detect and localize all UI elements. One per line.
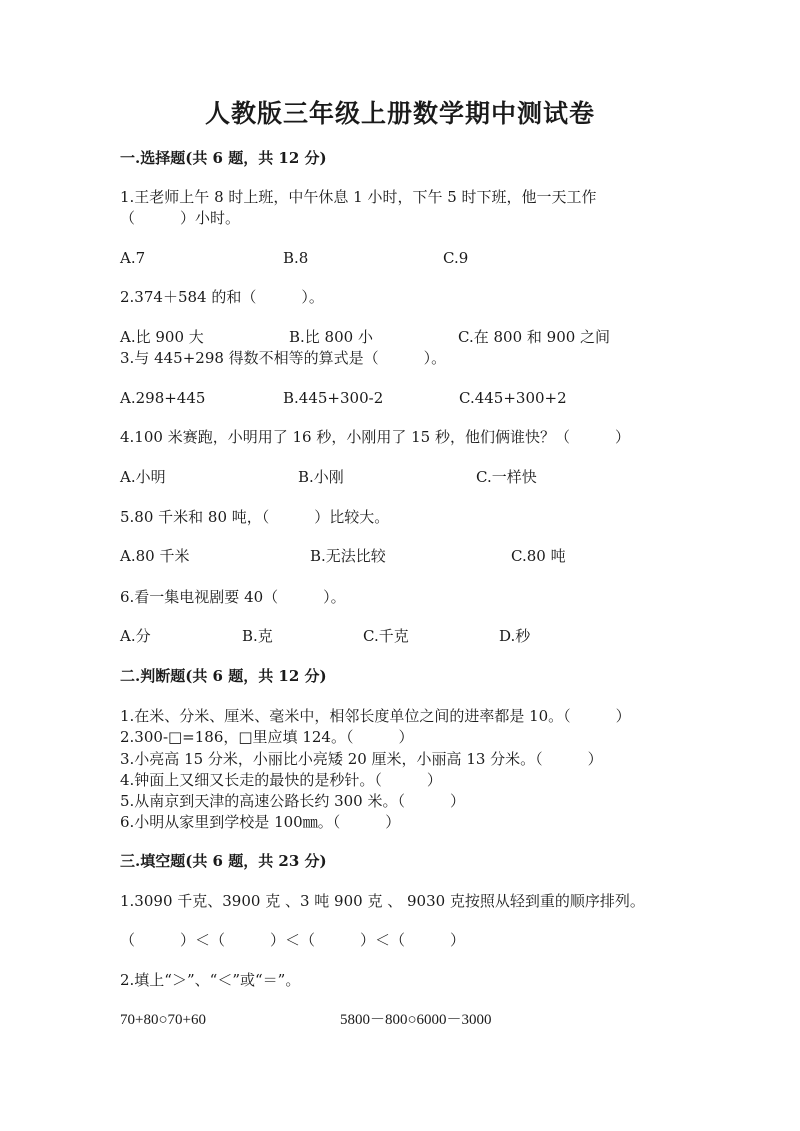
option: A.80 千米 [120,547,190,565]
question-stem: （ ）小时。 [120,209,241,227]
question-stem: 2.374＋584 的和（ ）。 [120,288,324,306]
judgement-item: 5.从南京到天津的高速公路长约 300 米。（ ） [120,792,465,810]
page-title: 人教版三年级上册数学期中测试卷 [204,99,595,128]
option: B.克 [242,627,273,645]
question-stem: 3.与 445+298 得数不相等的算式是（ ）。 [120,349,447,367]
option: B.比 800 小 [289,328,373,346]
comparison-expression: 5800－800○6000－3000 [340,1012,492,1028]
option: A.7 [120,249,146,267]
question-stem: 5.80 千米和 80 吨，（ ）比较大。 [120,508,390,526]
option: C.千克 [363,627,409,645]
question-stem: 1.王老师上午 8 时上班，中午休息 1 小时，下午 5 时下班，他一天工作 [120,188,597,206]
section-heading-choice: 一.选择题(共 6 题，共 12 分) [120,149,327,167]
option: C.80 吨 [511,547,566,565]
option: A.分 [120,627,151,645]
option: C.445+300+2 [459,389,567,407]
judgement-item: 6.小明从家里到学校是 100㎜。（ ） [120,813,401,831]
comparison-expression: 70+80○70+60 [120,1012,206,1028]
option: B.8 [283,249,309,267]
answer-blanks: （ ）＜（ ）＜（ ）＜（ ） [120,931,466,949]
option: C.一样快 [476,468,537,486]
question-stem: 4.100 米赛跑，小明用了 16 秒，小刚用了 15 秒，他们俩谁快？（ ） [120,428,630,446]
judgement-item: 3.小亮高 15 分米，小丽比小亮矮 20 厘米，小丽高 13 分米。（ ） [120,750,603,768]
question-stem: 2.填上“＞”、“＜”或“＝”。 [120,971,301,989]
option: D.秒 [499,627,531,645]
option: A.小明 [120,468,166,486]
section-heading-fill: 三.填空题(共 6 题，共 23 分) [120,852,327,870]
judgement-item: 4.钟面上又细又长走的最快的是秒针。（ ） [120,771,442,789]
option: C.在 800 和 900 之间 [458,328,611,346]
judgement-item: 1.在米、分米、厘米、毫米中，相邻长度单位之间的进率都是 10。（ ） [120,707,631,725]
judgement-item: 2.300-□=186，□里应填 124。（ ） [120,728,414,746]
question-stem: 1.3090 千克、3900 克 、3 吨 900 克 、 9030 克按照从轻到重的顺序排列。 [120,892,645,910]
option: B.无法比较 [310,547,386,565]
question-stem: 6.看一集电视剧要 40（ ）。 [120,588,346,606]
option: A.298+445 [120,389,206,407]
option: C.9 [443,249,469,267]
option: B.445+300-2 [283,389,384,407]
option: B.小刚 [298,468,344,486]
option: A.比 900 大 [120,328,204,346]
section-heading-judgement: 二.判断题(共 6 题，共 12 分) [120,667,327,685]
